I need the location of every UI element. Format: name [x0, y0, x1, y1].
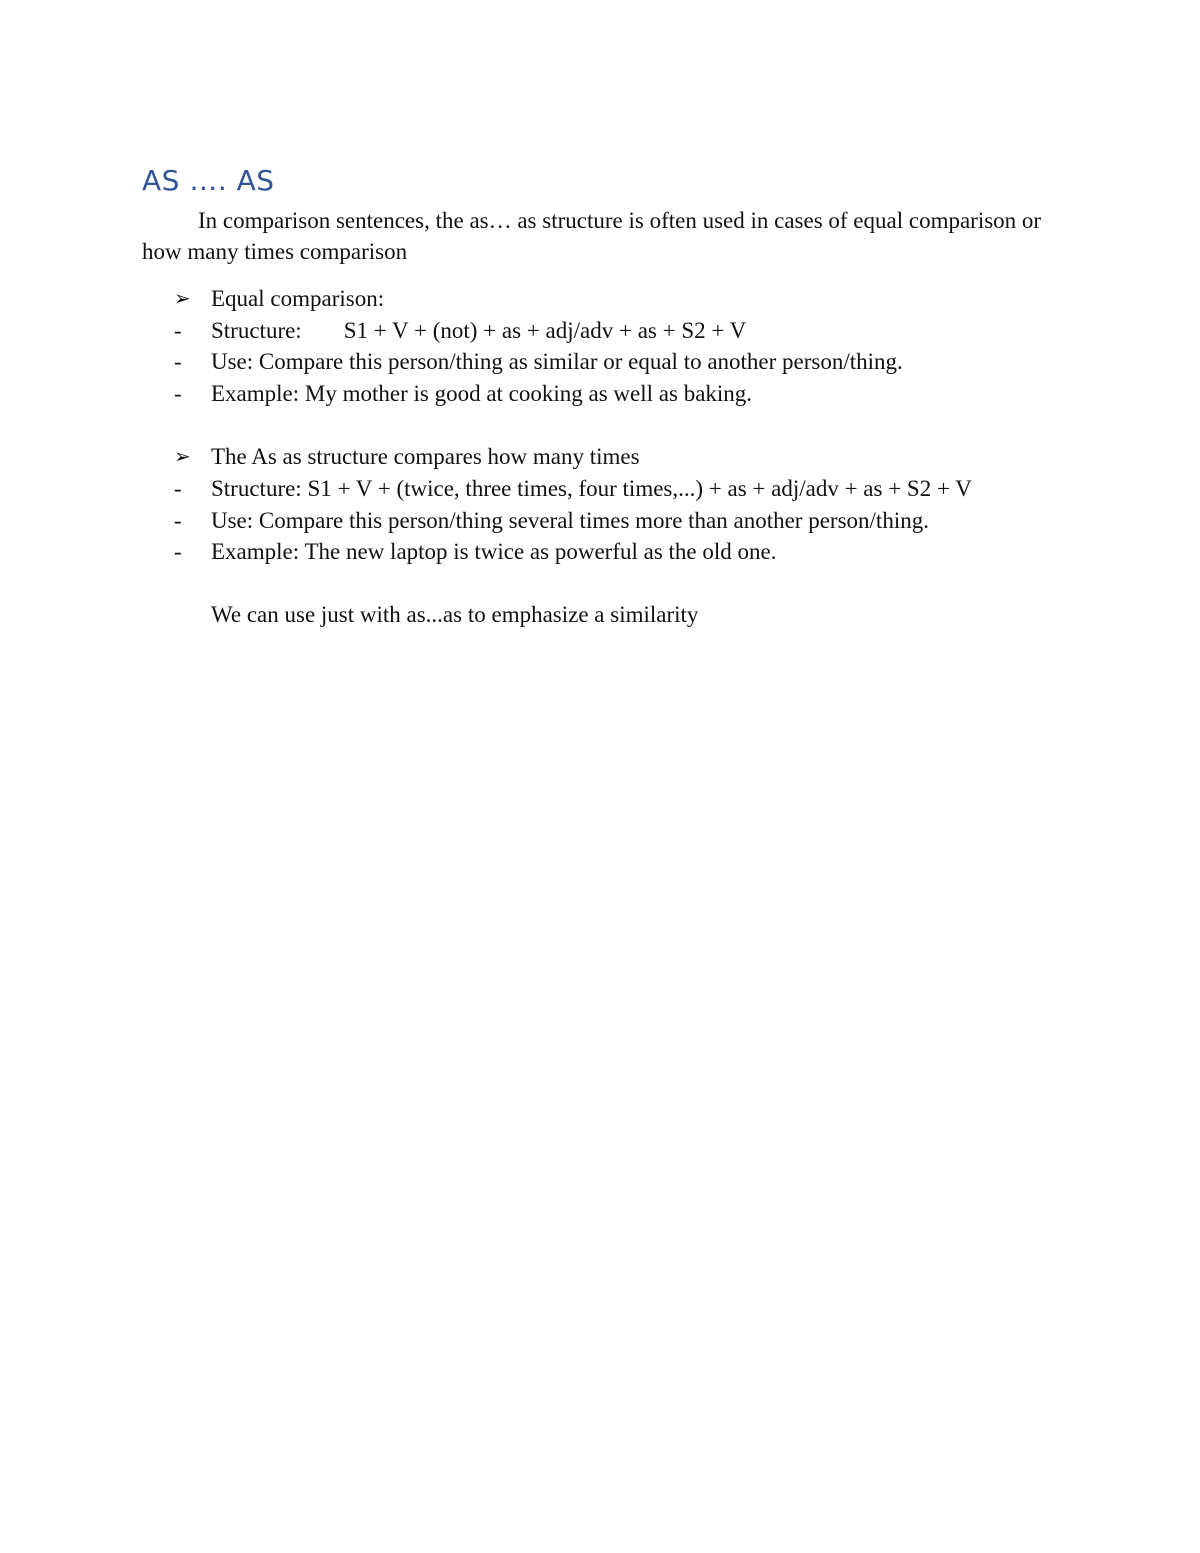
closing-text: We can use just with as...as to emphasize a similarity	[211, 602, 699, 627]
section1-title: Equal comparison:	[211, 286, 385, 311]
section1-structure	[211, 315, 746, 346]
section1-example: Example: My mother is good at cooking as well as baking.	[211, 381, 753, 406]
dash-bullet: -	[174, 508, 182, 533]
arrow-bullet-icon: ➢	[174, 444, 191, 468]
dash-bullet: -	[174, 381, 182, 406]
arrow-bullet-icon: ➢	[174, 286, 191, 310]
page-title: AS …. AS	[142, 164, 275, 197]
dash-bullet: -	[174, 476, 182, 501]
dash-bullet: -	[174, 539, 182, 564]
dash-bullet: -	[174, 318, 182, 343]
section2-use: Use: Compare this person/thing several times more than another person/thing.	[211, 508, 929, 533]
intro-paragraph	[142, 205, 1042, 267]
section2-example: Example: The new laptop is twice as powerful as the old one.	[211, 539, 777, 564]
section2-structure: Structure: S1 + V + (twice, three times, four times,...) + as + adj/adv + as + S2 + V	[211, 476, 972, 501]
structure-formula: S1 + V + (not) + as + adj/adv + as + S2 + V	[343, 318, 747, 343]
section1-use: Use: Compare this person/thing as similar or equal to another person/thing.	[211, 349, 903, 374]
intro-text: In comparison sentences, the as… as structure is often used in cases of equal comparison or how many times comparison	[142, 208, 1042, 264]
structure-label: Structure:	[211, 318, 302, 343]
section2-title: The As as structure compares how many times	[211, 444, 640, 469]
dash-bullet: -	[174, 349, 182, 374]
